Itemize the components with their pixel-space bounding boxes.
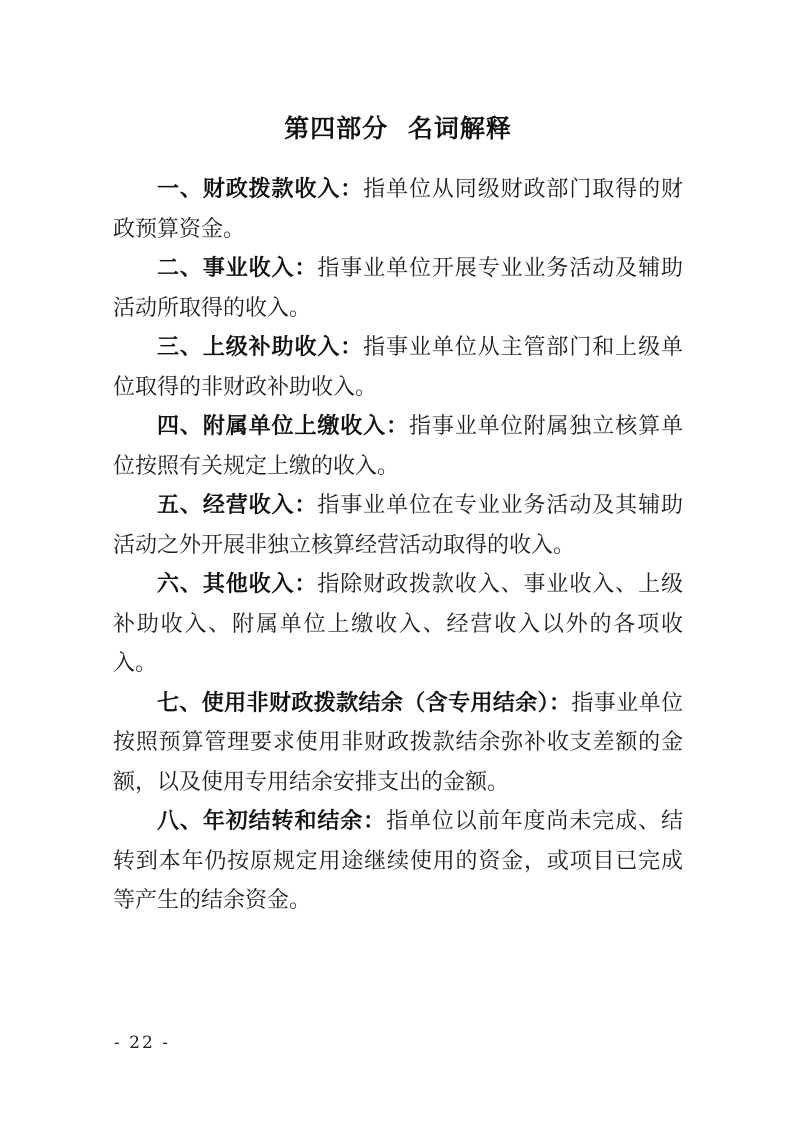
definition-text-3: 指事业单位从主管部门和上级单位取得的非财政补助收入。	[113, 335, 683, 400]
definition-term-2: 二、事业收入：	[157, 255, 318, 281]
definition-term-8: 八、年初结转和结余：	[157, 808, 387, 834]
definition-paragraph-6	[113, 565, 683, 684]
definition-text-6: 指除财政拨款收入、事业收入、上级补助收入、附属单位上缴收入、经营收入以外的各项收入。	[113, 572, 683, 676]
definition-term-4: 四、附属单位上缴收入：	[157, 413, 409, 439]
definition-paragraph-5	[113, 486, 683, 565]
definition-paragraph-4	[113, 407, 683, 486]
definition-paragraph-8	[113, 802, 683, 921]
definition-paragraph-3	[113, 328, 683, 407]
definition-term-5: 五、经营收入：	[157, 492, 318, 518]
definition-text-4: 指事业单位附属独立核算单位按照有关规定上缴的收入。	[113, 414, 683, 479]
definition-text-5: 指事业单位在专业业务活动及其辅助活动之外开展非独立核算经营活动取得的收入。	[113, 493, 683, 558]
definition-paragraph-2	[113, 249, 683, 328]
definition-term-7: 七、使用非财政拨款结余（含专用结余）：	[157, 689, 572, 716]
definition-text-2: 指事业单位开展专业业务活动及辅助活动所取得的收入。	[113, 256, 683, 321]
definition-term-1: 一、财政拨款收入：	[157, 176, 364, 202]
definition-paragraph-7	[113, 684, 683, 803]
definition-term-6: 六、其他收入：	[157, 571, 318, 597]
document-content	[113, 114, 683, 921]
definition-text-7: 指事业单位按照预算管理要求使用非财政拨款结余弥补收支差额的金额，以及使用专用结余安排支出的金额。	[113, 690, 683, 795]
page-title: 第四部分 名词解释	[284, 114, 512, 143]
page-number: - 22 -	[114, 1033, 170, 1053]
definition-text-1: 指单位从同级财政部门取得的财政预算资金。	[113, 177, 683, 242]
definition-term-3: 三、上级补助收入：	[157, 334, 364, 360]
definition-text-8: 指单位以前年度尚未完成、结转到本年仍按原规定用途继续使用的资金，或项目已完成等产生的结余资金。	[113, 809, 683, 913]
definition-paragraph-1	[113, 170, 683, 249]
